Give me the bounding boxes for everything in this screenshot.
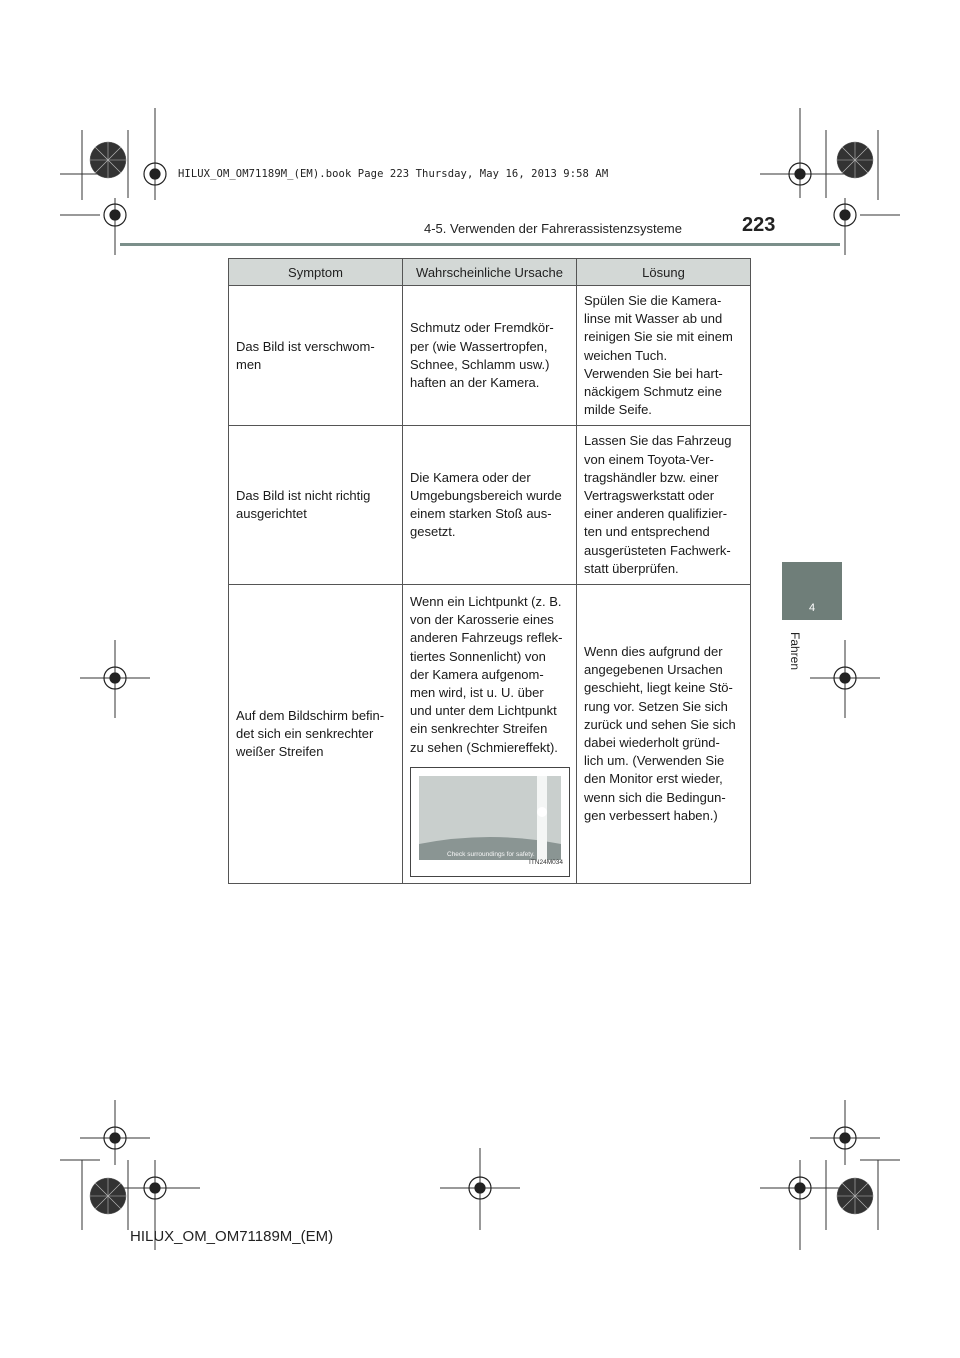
section-title: 4-5. Verwenden der Fahrerassistenzsysteme <box>424 221 682 236</box>
symptom-cell <box>229 286 403 426</box>
symptom-text: Das Bild ist verschwom- men <box>236 338 375 372</box>
column-header-cause: Wahrscheinliche Ursache <box>403 259 577 286</box>
cause-text: Wenn ein Lichtpunkt (z. B. von der Karosserie eines anderen Fahrzeugs reflek- tiertes Sonnenlicht) von der Kamera aufgenom- men wird, ist u. U. über und unter dem Lichtpunkt ein senkrechter Streifen zu sehen (Schmiereffekt). <box>410 594 563 755</box>
footer-model-code: HILUX_OM_OM71189M_(EM) <box>130 1228 334 1245</box>
solution-text: Wenn dies aufgrund der angegebenen Ursachen geschieht, liegt keine Stö- rung vor. Setzen Sie sich zurück und sehen Sie sich dabei wiederholt gründ- lich um. (Verwenden Sie den Monitor erst wieder, wenn sich die Bedingun- gen verbessert haben.) <box>584 643 736 823</box>
camera-smear-illustration <box>410 767 570 877</box>
solution-text: Lassen Sie das Fahrzeug von einem Toyota-Ver- tragshändler bzw. einer Vertragswerkstatt oder einer anderen qualifizier- ten und entsprechend ausgerüsteten Fachwerk- statt überprüfen. <box>584 433 732 576</box>
symptom-cell <box>229 426 403 585</box>
cause-cell <box>403 426 577 585</box>
solution-cell <box>577 585 751 884</box>
solution-text: Spülen Sie die Kamera- linse mit Wasser ab und reinigen Sie sie mit einem weichen Tuch. Verwenden Sie bei hart- näckigem Schmutz eine milde Seife. <box>584 293 733 418</box>
table-row <box>229 286 751 426</box>
page-number: 223 <box>742 214 776 236</box>
cause-cell <box>403 585 577 884</box>
column-header-symptom: Symptom <box>229 259 403 286</box>
cause-cell <box>403 286 577 426</box>
table-header-row <box>229 259 751 286</box>
screen-caption: Check surroundings for safety. <box>447 850 535 858</box>
figure-code: ITN24M034 <box>529 858 563 866</box>
column-header-solution: Lösung <box>577 259 751 286</box>
header-rule <box>120 243 840 246</box>
chapter-tab-number: 4 <box>808 602 816 614</box>
solution-cell <box>577 426 751 585</box>
chapter-tab-label: Fahren <box>788 632 802 671</box>
symptom-cell <box>229 585 403 884</box>
solution-cell <box>577 286 751 426</box>
book-file-info: HILUX_OM_OM71189M_(EM).book Page 223 Thursday, May 16, 2013 9:58 AM <box>178 168 609 180</box>
symptom-text: Das Bild ist nicht richtig ausgerichtet <box>236 488 371 522</box>
cause-text: Die Kamera oder der Umgebungsbereich wurde einem starken Stoß aus- gesetzt. <box>410 469 562 540</box>
symptom-text: Auf dem Bildschirm befin- det sich ein senkrechter weißer Streifen <box>236 707 385 760</box>
cause-text: Schmutz oder Fremdkör- per (wie Wassertropfen, Schnee, Schlamm usw.) haften an der Kamera. <box>410 320 554 390</box>
troubleshooting-table <box>228 258 751 884</box>
table-row <box>229 426 751 585</box>
table-row <box>229 585 751 884</box>
